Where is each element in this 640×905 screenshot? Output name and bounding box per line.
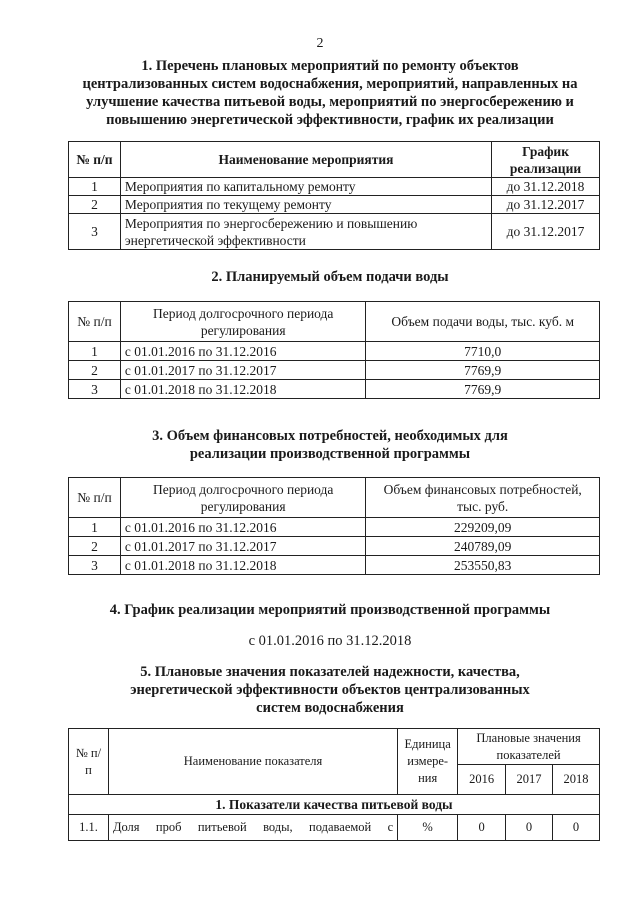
section3-title: 3. Объем финансовых потребностей, необходимых для реализации производственной программы bbox=[152, 428, 508, 462]
header-water-volume: Объем подачи воды, тыс. куб. м bbox=[366, 302, 600, 342]
header-year-2016: 2016 bbox=[458, 765, 506, 795]
section1-title: 1. Перечень плановых мероприятий по ремонту объектов централизованных систем водоснабжения, мероприятий, направленных на улучшение качества питьевой воды, мероприятий по энергосбережению и повышению энергетической эффективности, график их реализации bbox=[82, 58, 578, 128]
header-period: Период долгосрочного периода регулирования bbox=[120, 478, 366, 518]
header-num: № п/п bbox=[69, 729, 109, 795]
header-num: № п/п bbox=[69, 478, 121, 518]
table-row: 2 Мероприятия по текущему ремонту до 31.12.2017 bbox=[69, 196, 600, 214]
header-period: Период долгосрочного периода регулирования bbox=[120, 302, 366, 342]
group-row-water-quality: 1. Показатели качества питьевой воды bbox=[69, 795, 600, 815]
measures-table bbox=[68, 141, 600, 250]
header-num: № п/п bbox=[69, 142, 121, 178]
table-row: 1 Мероприятия по капитальному ремонту до 31.12.2018 bbox=[69, 178, 600, 196]
table-row: 2 с 01.01.2017 по 31.12.2017 240789,09 bbox=[69, 537, 600, 556]
table-row: 3 с 01.01.2018 по 31.12.2018 7769,9 bbox=[69, 380, 600, 399]
header-year-2017: 2017 bbox=[506, 765, 553, 795]
header-unit: Единица измере-ния bbox=[398, 729, 458, 795]
header-planned-values: Плановые значения показателей bbox=[458, 729, 600, 765]
header-year-2018: 2018 bbox=[553, 765, 600, 795]
section2-title: 2. Планируемый объем подачи воды bbox=[211, 269, 449, 285]
table-row: 1 с 01.01.2016 по 31.12.2016 7710,0 bbox=[69, 342, 600, 361]
table-row: 3 Мероприятия по энергосбережению и повышению энергетической эффективности до 31.12.2017 bbox=[69, 214, 600, 250]
indicators-table bbox=[68, 728, 600, 841]
header-measure-name: Наименование мероприятия bbox=[120, 142, 491, 178]
section4-period: с 01.01.2016 по 31.12.2018 bbox=[248, 633, 412, 649]
section4-title: 4. График реализации мероприятий производственной программы bbox=[109, 602, 551, 618]
water-volume-table bbox=[68, 301, 600, 399]
header-financial-needs: Объем финансовых потребностей, тыс. руб. bbox=[366, 478, 600, 518]
table-row: 1.1. Доля проб питьевой воды, подаваемой с % 0 0 0 bbox=[69, 815, 600, 841]
header-schedule: График реализации bbox=[492, 142, 600, 178]
section5-title: 5. Плановые значения показателей надежности, качества, энергетической эффективности объектов централизованных систем водоснабжения bbox=[130, 664, 530, 716]
table-row: 1 с 01.01.2016 по 31.12.2016 229209,09 bbox=[69, 518, 600, 537]
table-row: 3 с 01.01.2018 по 31.12.2018 253550,83 bbox=[69, 556, 600, 575]
table-row: 2 с 01.01.2017 по 31.12.2017 7769,9 bbox=[69, 361, 600, 380]
header-num: № п/п bbox=[69, 302, 121, 342]
page-number: 2 bbox=[316, 36, 324, 51]
financial-needs-table bbox=[68, 477, 600, 575]
header-indicator-name: Наименование показателя bbox=[108, 729, 397, 795]
